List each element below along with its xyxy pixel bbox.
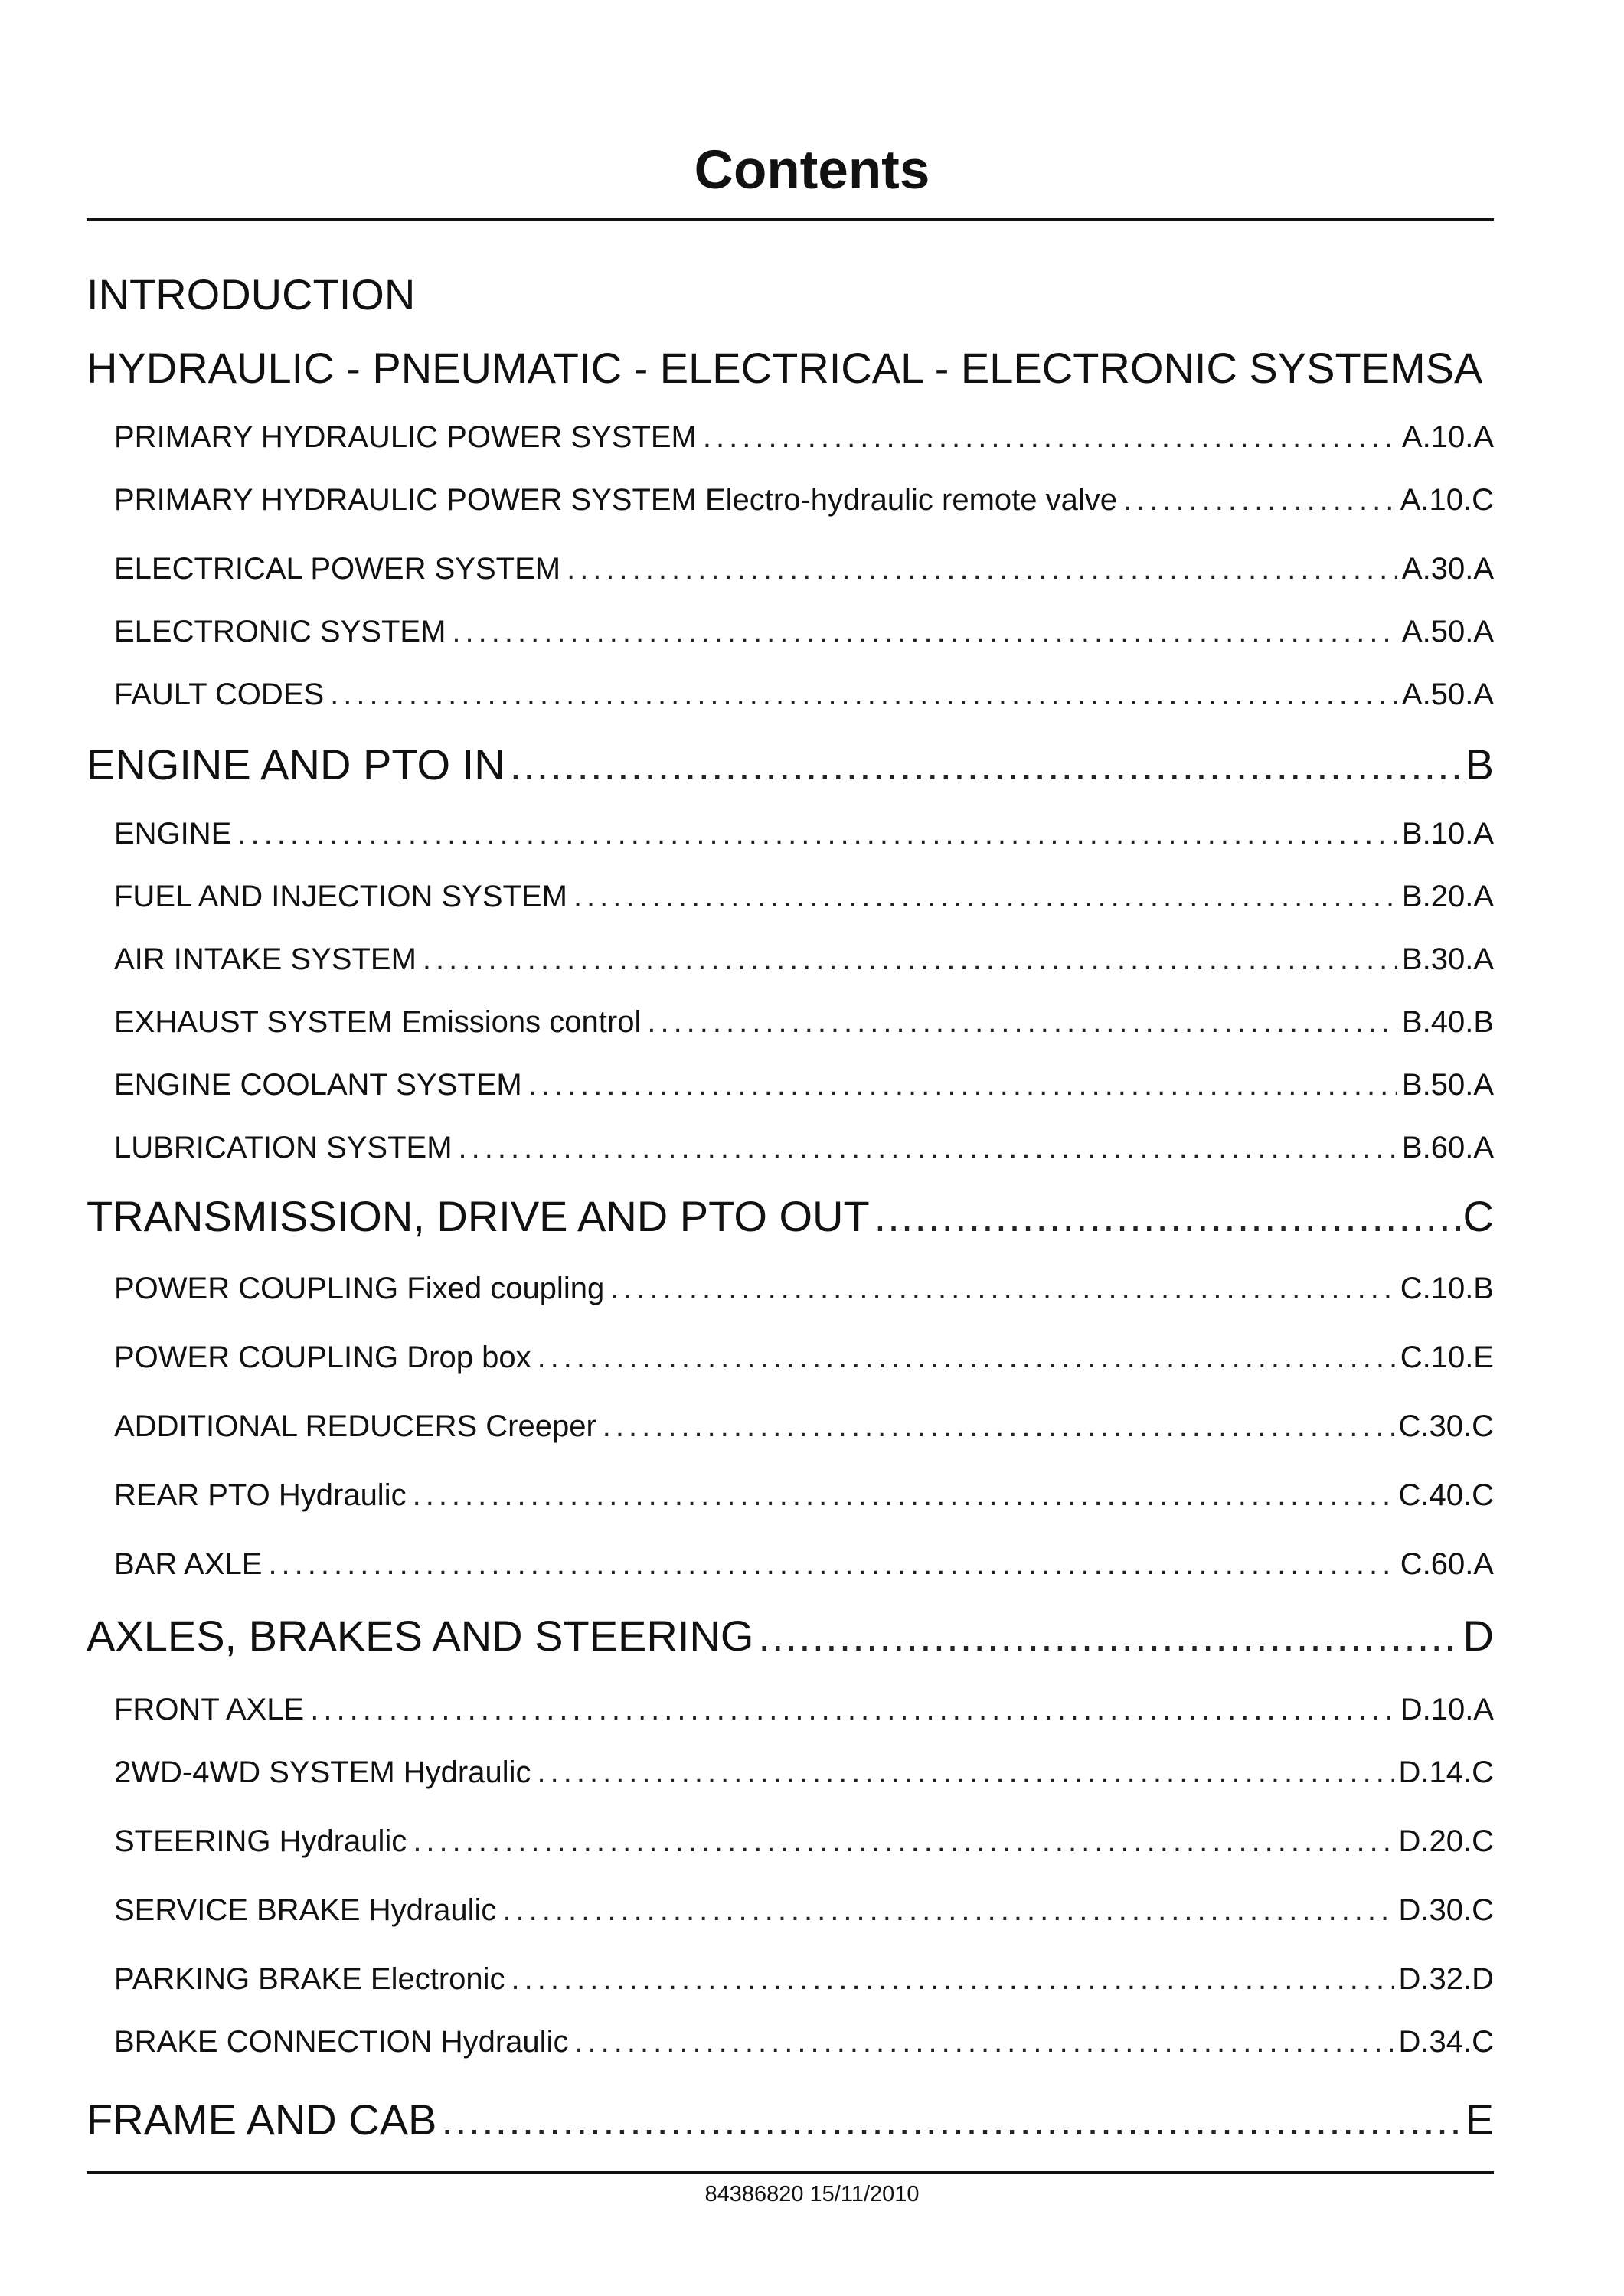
toc-entry[interactable] — [114, 1269, 1494, 1308]
dot-leader — [452, 612, 1397, 651]
page-footer: 84386820 15/11/2010 — [704, 2182, 920, 2206]
toc-entry-ref: D.20.C — [1398, 1824, 1494, 1858]
toc-entry-label: ADDITIONAL REDUCERS Creeper — [114, 1409, 596, 1443]
toc-entry-label: ELECTRICAL POWER SYSTEM — [114, 552, 561, 586]
toc-section-label: TRANSMISSION, DRIVE AND PTO OUT — [87, 1192, 870, 1240]
toc-entry-label: LUBRICATION SYSTEM — [114, 1131, 453, 1164]
toc-entry-label: FAULT CODES — [114, 678, 325, 711]
toc-entry-label: FRONT AXLE — [114, 1693, 305, 1726]
toc-entry[interactable] — [114, 877, 1494, 916]
toc-entry-ref: C.10.B — [1400, 1272, 1494, 1305]
dot-leader — [423, 940, 1397, 978]
toc-section-c[interactable] — [87, 1191, 1494, 1242]
dot-leader — [237, 815, 1397, 853]
footer-rule — [87, 2171, 1494, 2174]
toc-entry[interactable] — [114, 1960, 1494, 1998]
dot-leader — [603, 1407, 1394, 1445]
toc-entry-ref: A.10.A — [1401, 420, 1494, 454]
toc-entry[interactable] — [114, 1891, 1494, 1929]
page-title: Contents — [694, 140, 930, 201]
toc-entry-ref: B.40.B — [1401, 1005, 1494, 1039]
toc-entry[interactable] — [114, 550, 1494, 588]
dot-leader — [441, 2095, 1462, 2145]
toc-section-b[interactable] — [87, 740, 1494, 790]
toc-entry-ref: B.50.A — [1401, 1068, 1494, 1102]
toc-entry-label: POWER COUPLING Drop box — [114, 1341, 531, 1374]
toc-entry-label: ENGINE — [114, 817, 232, 851]
dot-leader — [502, 1891, 1394, 1929]
toc-section-ref: D — [1462, 1612, 1494, 1660]
toc-entry[interactable] — [114, 1822, 1494, 1860]
dot-leader — [574, 2023, 1394, 2061]
toc-entry-ref: B.60.A — [1401, 1131, 1494, 1164]
toc-section-a[interactable] — [87, 343, 1494, 394]
header-rule — [87, 218, 1494, 221]
toc-section-label: ENGINE AND PTO IN — [87, 740, 505, 789]
toc-entry[interactable] — [114, 612, 1494, 651]
toc-entry[interactable] — [114, 1690, 1494, 1729]
toc-entry[interactable] — [114, 1338, 1494, 1377]
toc-entry[interactable] — [114, 418, 1494, 456]
toc-entry-ref: B.30.A — [1401, 942, 1494, 976]
toc-entry[interactable] — [114, 1407, 1494, 1445]
dot-leader — [567, 550, 1397, 588]
dot-leader — [538, 1753, 1394, 1791]
toc-entry[interactable] — [114, 1476, 1494, 1514]
toc-entry-ref: B.10.A — [1401, 817, 1494, 851]
toc-section-introduction[interactable] — [87, 269, 1494, 320]
toc-section-ref: C — [1462, 1192, 1494, 1240]
toc-entry[interactable] — [114, 675, 1494, 714]
toc-section-ref: E — [1465, 2095, 1494, 2144]
toc-entry-label: AIR INTAKE SYSTEM — [114, 942, 417, 976]
toc-entry[interactable] — [114, 1003, 1494, 1041]
dot-leader — [758, 1611, 1459, 1661]
toc-entry-label: PRIMARY HYDRAULIC POWER SYSTEM Electro-hydraulic remote valve — [114, 483, 1117, 517]
toc-section-label: AXLES, BRAKES AND STEERING — [87, 1612, 754, 1660]
toc-entry-label: STEERING Hydraulic — [114, 1824, 407, 1858]
toc-entry[interactable] — [114, 2023, 1494, 2061]
toc-entry-label: SERVICE BRAKE Hydraulic — [114, 1893, 497, 1927]
dot-leader — [874, 1191, 1460, 1242]
toc-entry-ref: D.34.C — [1398, 2025, 1494, 2059]
toc-entry-label: PRIMARY HYDRAULIC POWER SYSTEM — [114, 420, 697, 454]
toc-entry[interactable] — [114, 815, 1494, 853]
dot-leader — [413, 1476, 1394, 1514]
toc-entry-ref: D.32.D — [1398, 1962, 1494, 1996]
toc-section-ref: B — [1465, 740, 1494, 789]
toc-entry-label: PARKING BRAKE Electronic — [114, 1962, 505, 1996]
toc-entry-label: BRAKE CONNECTION Hydraulic — [114, 2025, 569, 2059]
toc-section-d[interactable] — [87, 1611, 1494, 1661]
dot-leader — [573, 877, 1397, 916]
toc-section-label: HYDRAULIC - PNEUMATIC - ELECTRICAL - ELECTRONIC SYSTEMS — [87, 344, 1455, 392]
dot-leader — [459, 1128, 1397, 1167]
dot-leader — [528, 1066, 1397, 1104]
toc-entry[interactable] — [114, 1545, 1494, 1583]
toc-entry-ref: D.14.C — [1398, 1755, 1494, 1789]
dot-leader — [610, 1269, 1396, 1308]
toc-entry-ref: C.30.C — [1398, 1409, 1494, 1443]
toc-section-label: FRAME AND CAB — [87, 2095, 437, 2144]
toc-entry-ref: D.30.C — [1398, 1893, 1494, 1927]
toc-entry-ref: D.10.A — [1400, 1693, 1494, 1726]
toc-entry-ref: A.50.A — [1401, 678, 1494, 711]
toc-entry-label: POWER COUPLING Fixed coupling — [114, 1272, 605, 1305]
toc-entry[interactable] — [114, 1128, 1494, 1167]
dot-leader — [538, 1338, 1396, 1377]
dot-leader — [310, 1690, 1395, 1729]
toc-entry-label: ENGINE COOLANT SYSTEM — [114, 1068, 522, 1102]
toc-entry-ref: A.10.C — [1400, 483, 1494, 517]
toc-entry[interactable] — [114, 1066, 1494, 1104]
dot-leader — [510, 740, 1462, 790]
toc-entry-label: 2WD-4WD SYSTEM Hydraulic — [114, 1755, 531, 1789]
toc-entry-ref: A.50.A — [1401, 615, 1494, 648]
toc-entry-label: ELECTRONIC SYSTEM — [114, 615, 446, 648]
dot-leader — [647, 1003, 1397, 1041]
toc-section-ref: A — [1454, 344, 1483, 392]
toc-entry-ref: C.60.A — [1400, 1547, 1494, 1581]
dot-leader — [413, 1822, 1394, 1860]
toc-entry-label: EXHAUST SYSTEM Emissions control — [114, 1005, 642, 1039]
toc-entry-ref: A.30.A — [1401, 552, 1494, 586]
toc-entry[interactable] — [114, 481, 1494, 519]
dot-leader — [511, 1960, 1394, 1998]
dot-leader — [268, 1545, 1395, 1583]
toc-entry-label: FUEL AND INJECTION SYSTEM — [114, 880, 567, 913]
dot-leader — [330, 675, 1397, 714]
toc-entry-ref: B.20.A — [1401, 880, 1494, 913]
dot-leader — [1123, 481, 1396, 519]
toc-section-e[interactable] — [87, 2095, 1494, 2145]
toc-entry-ref: C.40.C — [1398, 1478, 1494, 1512]
toc-entry[interactable] — [114, 940, 1494, 978]
toc-entry-label: REAR PTO Hydraulic — [114, 1478, 407, 1512]
dot-leader — [703, 418, 1397, 456]
toc-entry[interactable] — [114, 1753, 1494, 1791]
toc-entry-label: BAR AXLE — [114, 1547, 263, 1581]
toc-section-label: INTRODUCTION — [87, 270, 416, 318]
toc-entry-ref: C.10.E — [1400, 1341, 1494, 1374]
